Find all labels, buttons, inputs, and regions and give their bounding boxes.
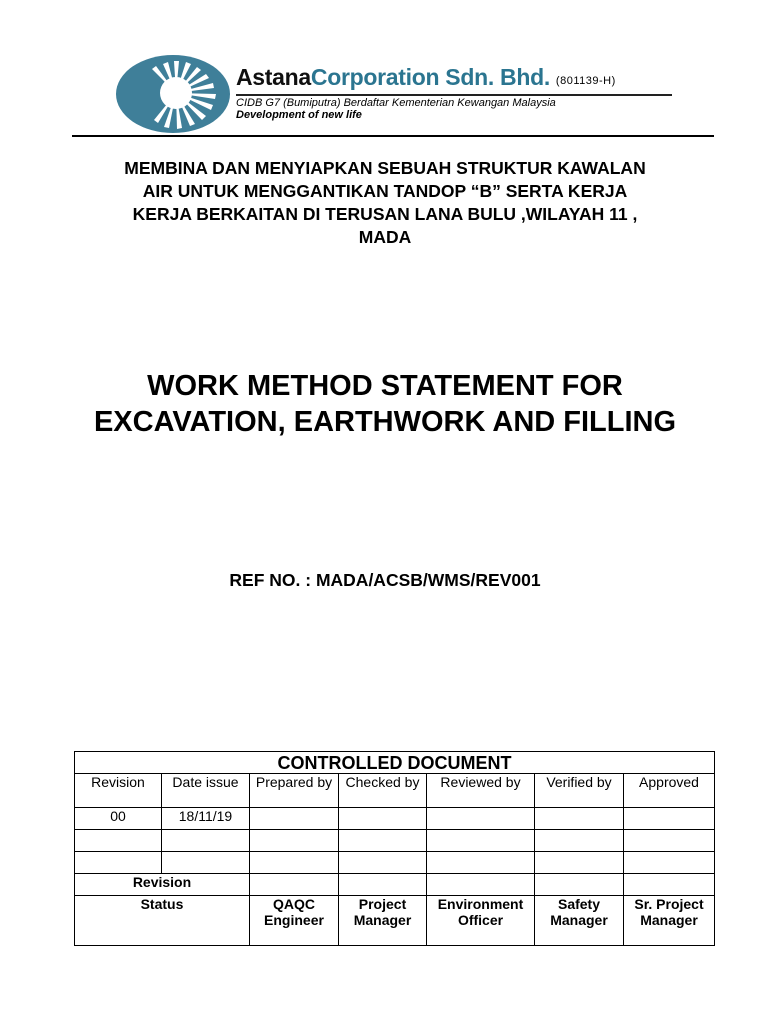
cell-empty [162,830,250,852]
role-qaqc-engineer: QAQC Engineer [250,896,339,946]
header-checked-by: Checked by [339,774,427,808]
company-name-part1: Astana [236,64,311,90]
cell-empty [535,874,624,896]
cell-empty [339,830,427,852]
registration-number: (801139-H) [555,75,616,87]
cell-empty [339,874,427,896]
cell-empty [535,830,624,852]
header-date-issue: Date issue [162,774,250,808]
cell-empty [624,808,715,830]
cell-empty [250,852,339,874]
header-reviewed-by: Reviewed by [427,774,535,808]
document-title-line: WORK METHOD STATEMENT FOR [147,370,623,402]
header-prepared-by: Prepared by [250,774,339,808]
cell-date-issue: 18/11/19 [162,808,250,830]
document-title [40,368,730,440]
starburst-logo-icon [114,53,232,135]
company-tagline: Development of new life [236,109,362,121]
cell-empty [427,874,535,896]
controlled-document-table [74,751,715,946]
cell-empty [624,874,715,896]
company-underline [236,94,672,96]
company-name [236,64,616,91]
cell-empty [427,830,535,852]
cell-empty [339,852,427,874]
cell-empty [75,830,162,852]
status-roles-row [75,896,715,946]
header-divider [72,135,714,137]
cell-revision: 00 [75,808,162,830]
table-row [75,830,715,852]
role-environment-officer: Environment Officer [427,896,535,946]
cell-empty [427,852,535,874]
cell-empty [624,830,715,852]
company-name-part2: Corporation Sdn. Bhd. [310,64,550,90]
table-header-row [75,774,715,808]
header-verified-by: Verified by [535,774,624,808]
table-row [75,852,715,874]
cell-empty [75,852,162,874]
role-safety-manager: Safety Manager [535,896,624,946]
cell-empty [250,830,339,852]
header-approved: Approved [624,774,715,808]
cell-empty [535,852,624,874]
document-title-line: EXCAVATION, EARTHWORK AND FILLING [93,406,677,438]
role-sr-project-manager: Sr. Project Manager [624,896,715,946]
table-row [75,808,715,830]
cell-empty [250,808,339,830]
header-revision: Revision [75,774,162,808]
cell-empty [535,808,624,830]
cell-empty [162,852,250,874]
project-title-line: MADA [358,227,412,247]
revision-label-row [75,874,715,896]
reference-number: REF NO. : MADA/ACSB/WMS/REV001 [229,570,541,590]
status-label: Status [75,896,250,946]
letterhead [0,0,768,140]
project-title-line: KERJA BERKAITAN DI TERUSAN LANA BULU ,WILAYAH 11 , [132,204,638,224]
table-caption: CONTROLLED DOCUMENT [75,752,715,774]
project-title-line: AIR UNTUK MENGGANTIKAN TANDOP “B” SERTA KERJA [142,181,628,201]
cell-empty [339,808,427,830]
role-project-manager: Project Manager [339,896,427,946]
project-title-line: MEMBINA DAN MENYIAPKAN SEBUAH STRUKTUR KAWALAN [124,158,646,178]
cell-empty [427,808,535,830]
revision-label: Revision [75,874,250,896]
cell-empty [624,852,715,874]
project-title [60,157,710,249]
cidb-registration-line: CIDB G7 (Bumiputra) Berdaftar Kementerian Kewangan Malaysia [236,97,556,109]
cell-empty [250,874,339,896]
